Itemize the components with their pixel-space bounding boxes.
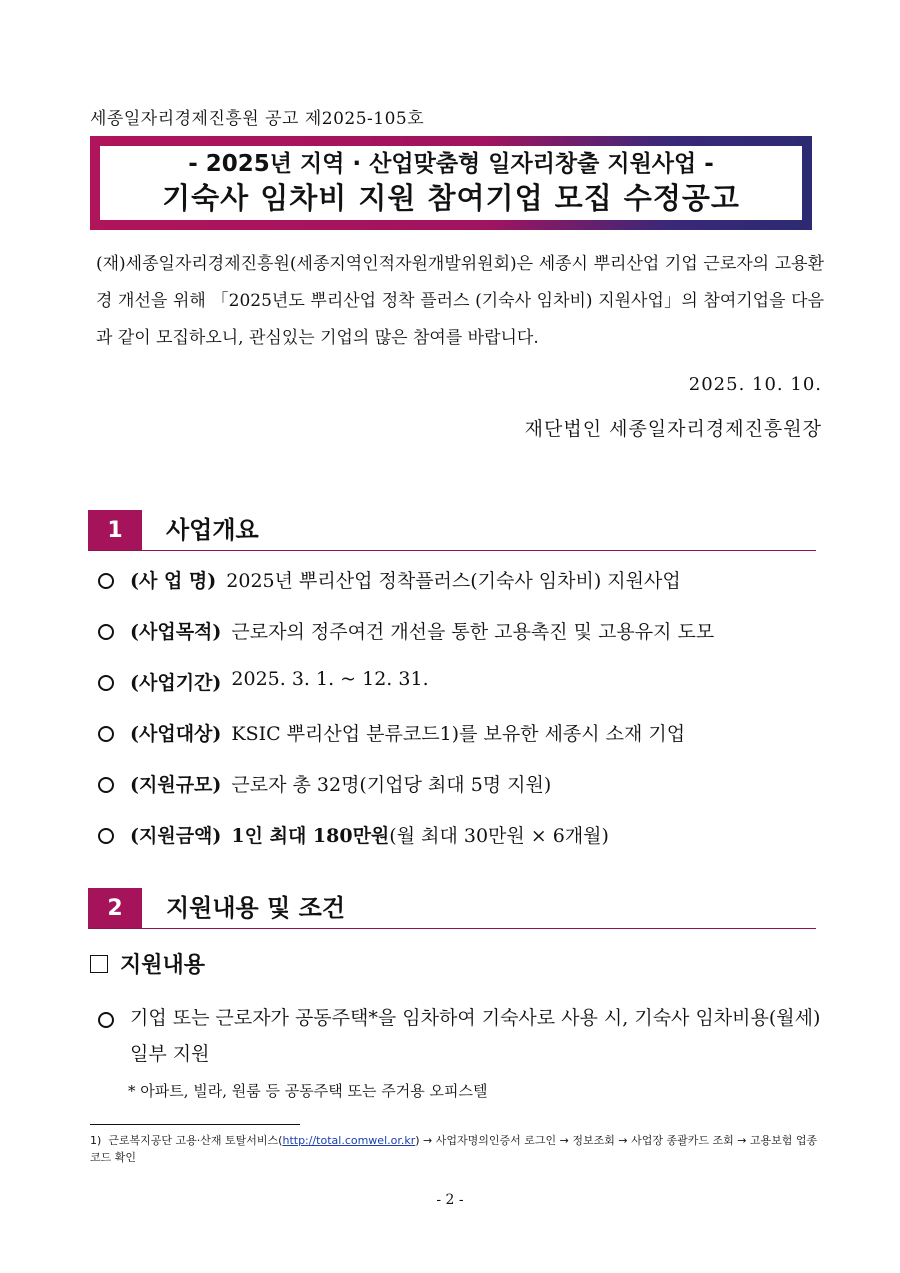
list-item (98, 770, 838, 821)
section-1-header (88, 510, 816, 551)
content-bullet-text: 기업 또는 근로자가 공동주택*을 임차하여 기숙사로 사용 시, 기숙사 임차비용(월세) 일부 지원 (130, 1007, 821, 1065)
circle-bullet-icon (98, 624, 114, 640)
title-banner-inner (100, 146, 802, 220)
title-banner (90, 136, 812, 230)
item-text: (월 최대 30만원 × 6개월) (389, 825, 609, 847)
page-number: - 2 - (436, 1192, 464, 1208)
overview-list (98, 566, 838, 872)
banner-title: 기숙사 임차비 지원 참여기업 모집 수정공고 (162, 181, 740, 215)
circle-bullet-icon (98, 828, 114, 844)
intro-paragraph: (재)세종일자리경제진흥원(세종지역인적자원개발위원회)은 세종시 뿌리산업 기업 근로자의 고용환경 개선을 위해 「2025년도 뿌리산업 정착 플러스 (기숙사 임차비) 지원사업」의 참여기업을 다음과 같이 모집하오니, 관심있는 기업의 많은 참여를 바랍니다. (96, 254, 824, 348)
item-text: 근로자 총 32명(기업당 최대 5명 지원) (231, 774, 552, 796)
footnote-divider (90, 1124, 300, 1125)
footnote-marker: 1) (90, 1134, 102, 1147)
list-item (98, 821, 838, 872)
item-label: (사업대상) (130, 723, 222, 745)
section-1-number: 1 (88, 510, 142, 550)
section-2-header (88, 888, 816, 929)
circle-bullet-icon (98, 777, 114, 793)
list-item (98, 668, 838, 719)
footnote (90, 1132, 830, 1166)
circle-bullet-icon (98, 1012, 114, 1028)
item-label: (사 업 명) (130, 570, 217, 592)
footnote-link[interactable]: http://total.comwel.or.kr (282, 1134, 416, 1147)
list-item (98, 566, 838, 617)
item-text: 2025. 3. 1. ~ 12. 31. (231, 668, 429, 690)
subsection-title: 지원내용 (120, 953, 206, 978)
item-label: (지원금액) (130, 825, 222, 847)
circle-bullet-icon (98, 726, 114, 742)
list-item (98, 617, 838, 668)
notice-date: 2025. 10. 10. (688, 374, 822, 395)
footnote-text-before: 근로복지공단 고용·산재 토탈서비스( (108, 1134, 283, 1147)
notice-number: 세종일자리경제진흥원 공고 제2025-105호 (90, 109, 425, 129)
item-amount: 1인 최대 180만원 (231, 825, 390, 847)
item-label: (지원규모) (130, 774, 222, 796)
list-item (98, 719, 838, 770)
circle-bullet-icon (98, 675, 114, 691)
item-label: (사업목적) (130, 621, 222, 643)
section-2-title: 지원내용 및 조건 (166, 894, 345, 922)
content-note: * 아파트, 빌라, 원룸 등 공동주택 또는 주거용 오피스텔 (128, 1082, 488, 1100)
section-2-number: 2 (88, 888, 142, 928)
section-1-title: 사업개요 (166, 516, 259, 544)
item-text: 근로자의 정주여건 개선을 통한 고용촉진 및 고용유지 도모 (231, 621, 715, 643)
content-bullet (98, 1000, 828, 1072)
banner-subtitle: - 2025년 지역 · 산업맞춤형 일자리창출 지원사업 - (188, 151, 714, 177)
issuer: 재단법인 세종일자리경제진흥원장 (524, 418, 822, 440)
footnote-text-after: ) → 사업자명의인증서 로그인 → 정보조회 → 사업장 종괄카드 조회 → 고용보험 업종 코드 확인 (90, 1134, 818, 1164)
subsection-heading (90, 948, 205, 979)
item-text: KSIC 뿌리산업 분류코드1)를 보유한 세종시 소재 기업 (231, 723, 686, 745)
item-label: (사업기간) (130, 672, 222, 694)
item-text: 2025년 뿌리산업 정착플러스(기숙사 임차비) 지원사업 (226, 570, 681, 592)
square-bullet-icon (90, 955, 108, 973)
circle-bullet-icon (98, 573, 114, 589)
